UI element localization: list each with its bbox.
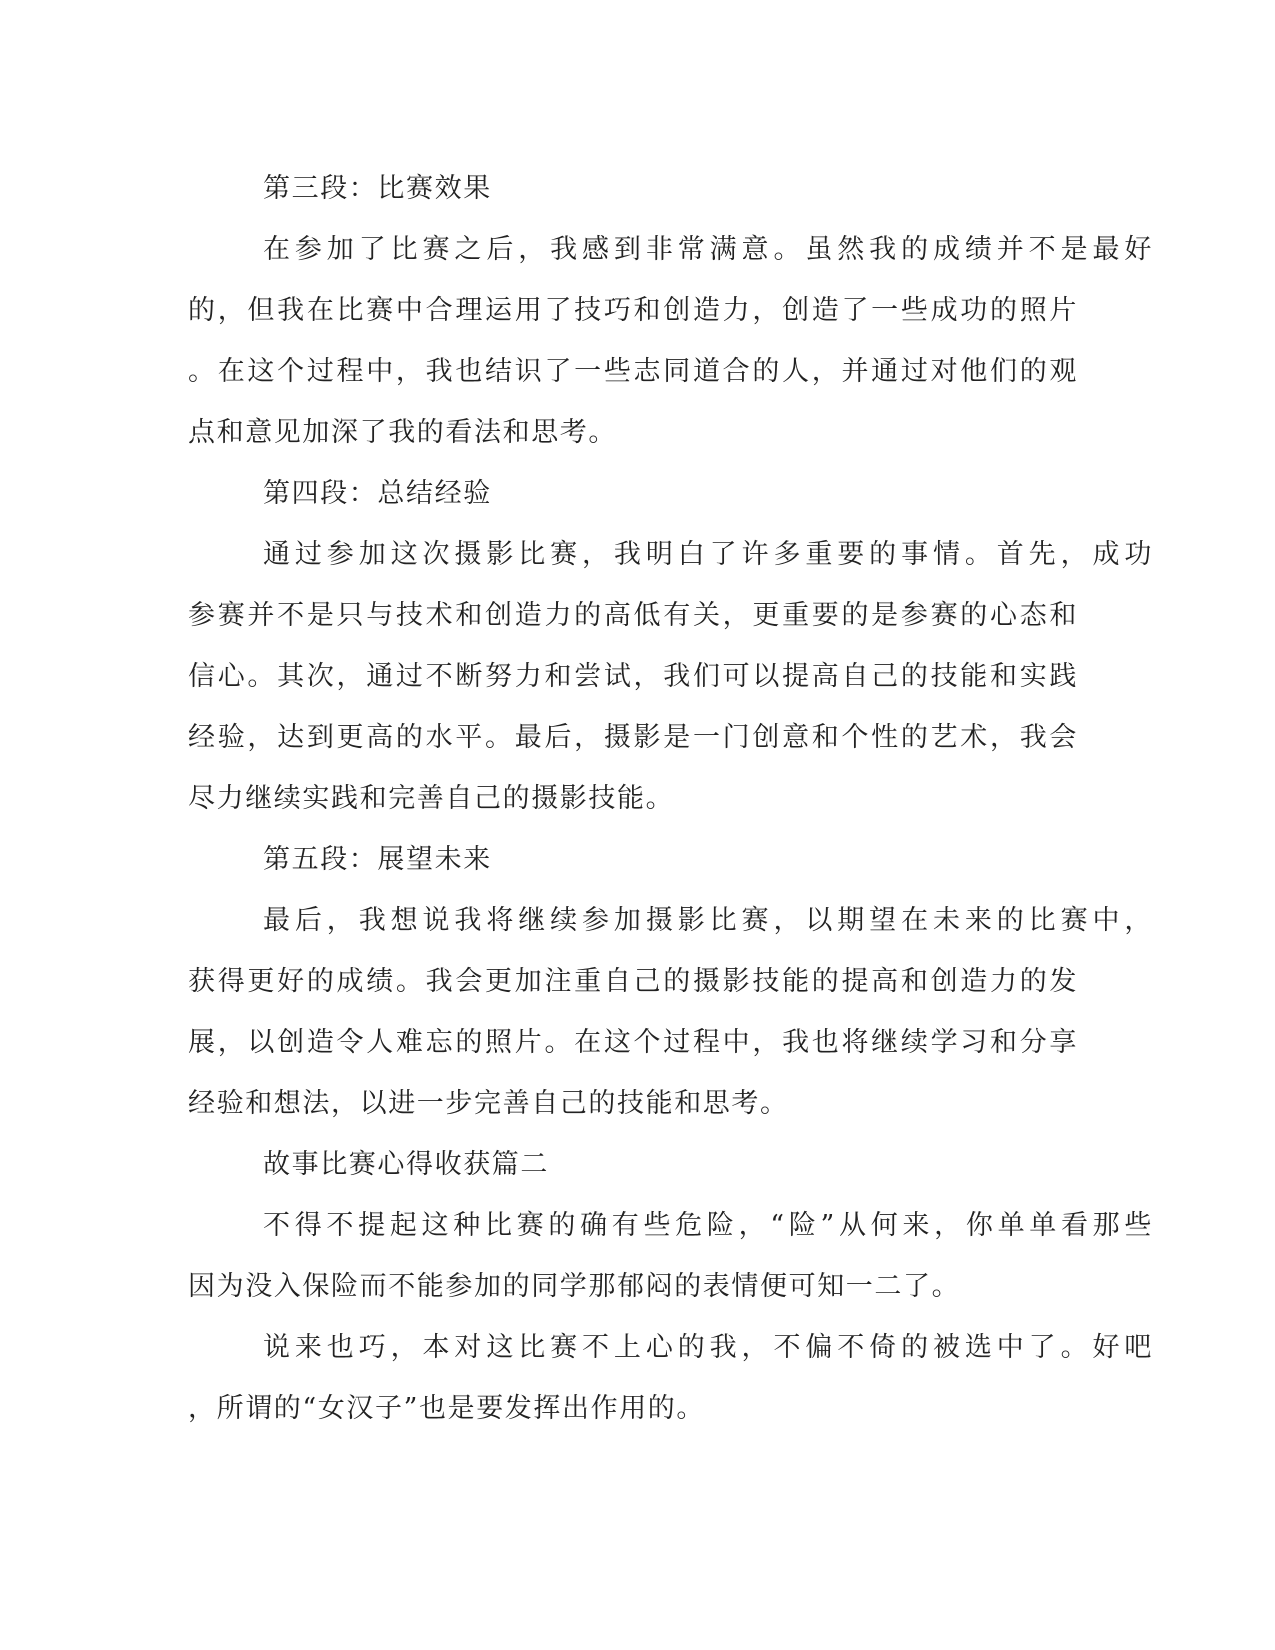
document-body (188, 158, 1153, 1439)
paragraph-line: 尽力继续实践和完善自己的摄影技能。 (188, 783, 675, 814)
paragraph-line: 获得更好的成绩。我会更加注重自己的摄影技能的提高和创造力的发 (188, 966, 1078, 997)
paragraph-line: 经验和想法，以进一步完善自己的技能和思考。 (188, 1088, 789, 1119)
paragraph-line: 展，以创造令人难忘的照片。在这个过程中，我也将继续学习和分享 (188, 1027, 1078, 1058)
article-title: 故事比赛心得收获篇二 (263, 1149, 549, 1180)
paragraph-line: 说来也巧，本对这比赛不上心的我，不偏不倚的被选中了。好吧 (263, 1332, 1153, 1363)
paragraph-line: 通过参加这次摄影比赛，我明白了许多重要的事情。首先，成功 (263, 539, 1153, 570)
paragraph-line: 。在这个过程中，我也结识了一些志同道合的人，并通过对他们的观 (188, 356, 1078, 387)
paragraph-line: 不得不提起这种比赛的确有些危险，“险”从何来，你单单看那些 (263, 1210, 1153, 1241)
paragraph-line: 信心。其次，通过不断努力和尝试，我们可以提高自己的技能和实践 (188, 661, 1078, 692)
paragraph-line: 点和意见加深了我的看法和思考。 (188, 417, 617, 448)
section-heading-4: 第四段：总结经验 (263, 478, 492, 509)
paragraph-line: 的，但我在比赛中合理运用了技巧和创造力，创造了一些成功的照片 (188, 295, 1078, 326)
paragraph-line: 参赛并不是只与技术和创造力的高低有关，更重要的是参赛的心态和 (188, 600, 1078, 631)
section-heading-3: 第三段：比赛效果 (263, 173, 492, 204)
section-heading-5: 第五段：展望未来 (263, 844, 492, 875)
paragraph-line: 在参加了比赛之后，我感到非常满意。虽然我的成绩并不是最好 (263, 234, 1153, 265)
paragraph-line: 最后，我想说我将继续参加摄影比赛，以期望在未来的比赛中， (263, 905, 1153, 936)
paragraph-line: 因为没入保险而不能参加的同学那郁闷的表情便可知一二了。 (188, 1271, 961, 1302)
paragraph-line: ，所谓的“女汉子”也是要发挥出作用的。 (188, 1393, 706, 1424)
paragraph-line: 经验，达到更高的水平。最后，摄影是一门创意和个性的艺术，我会 (188, 722, 1078, 753)
